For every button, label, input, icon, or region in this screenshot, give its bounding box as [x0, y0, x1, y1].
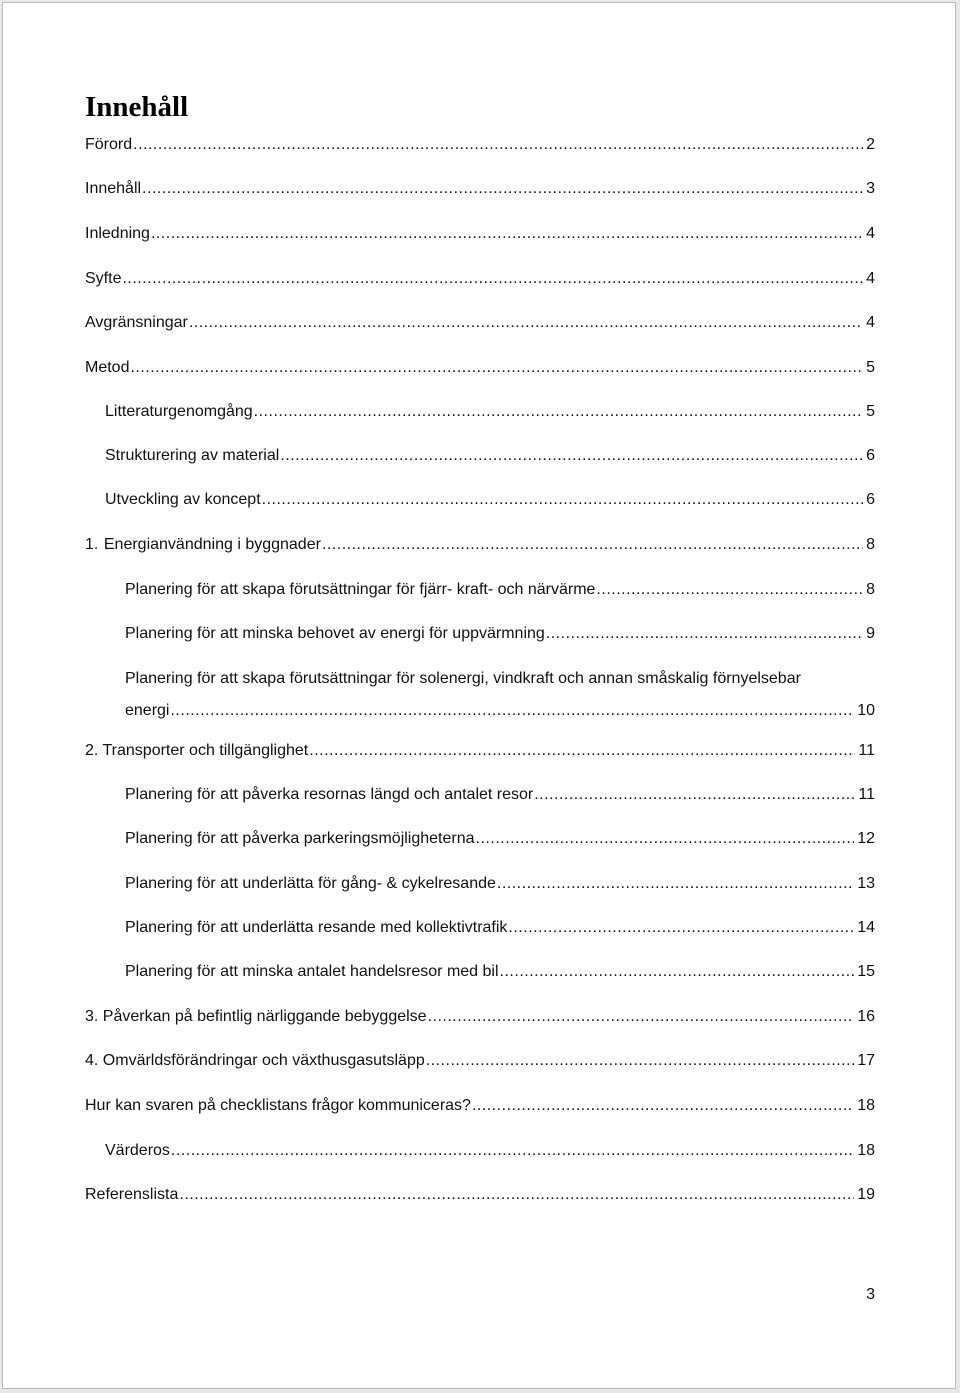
dot-leader: [189, 312, 863, 334]
dot-leader: [280, 445, 863, 467]
toc-entry-strukturering[interactable]: [105, 445, 875, 467]
toc-entry-label: Metod: [85, 359, 130, 376]
dot-leader: [133, 134, 863, 156]
dot-leader: [426, 1050, 854, 1072]
page-number: 3: [866, 1286, 875, 1303]
toc-entry-page: 9: [866, 625, 875, 642]
toc-entry-resornas-langd[interactable]: [125, 784, 875, 806]
toc-entry-page: 10: [857, 702, 875, 719]
dot-leader: [472, 1095, 854, 1117]
dot-leader: [142, 178, 863, 200]
toc-entry-page: 19: [857, 1186, 875, 1203]
dot-leader: [262, 489, 863, 511]
toc-entry-gang-cykel[interactable]: [125, 873, 875, 895]
toc-title: Innehåll: [85, 91, 189, 123]
toc-entry-forord[interactable]: [85, 134, 875, 156]
toc-entry-page: 17: [857, 1052, 875, 1069]
toc-entry-page: 18: [857, 1097, 875, 1114]
toc-entry-label: Avgränsningar: [85, 314, 188, 331]
toc-entry-label: 2. Transporter och tillgänglighet: [85, 742, 309, 759]
dot-leader: [534, 784, 855, 806]
toc-entry-litteraturgenomgang[interactable]: [105, 401, 875, 423]
toc-entry-page: 6: [866, 491, 875, 508]
dot-leader: [130, 357, 863, 379]
toc-entry-label: Planering för att underlätta för gång- & cykelresande: [125, 875, 496, 892]
toc-entry-page: 16: [857, 1008, 875, 1025]
toc-entry-label: Planering för att påverka parkeringsmöjligheterna: [125, 830, 475, 847]
toc-entry-label: Energianvändning i byggnader: [103, 536, 321, 553]
toc-entry-page: 8: [866, 536, 875, 553]
toc-entry-label: Litteraturgenomgång: [105, 403, 253, 420]
dot-leader: [254, 401, 863, 423]
toc-entry-label: 4. Omvärldsförändringar och växthusgasutsläpp: [85, 1052, 425, 1069]
toc-entry-referenslista[interactable]: [85, 1184, 875, 1206]
dot-leader: [309, 740, 855, 762]
toc-entry-label: Hur kan svaren på checklistans frågor kommuniceras?: [85, 1097, 471, 1114]
toc-entry-label: Värderos: [105, 1142, 170, 1159]
dot-leader: [322, 534, 863, 556]
toc-entry-label: 3. Påverkan på befintlig närliggande bebyggelse: [85, 1008, 427, 1025]
dot-leader: [151, 223, 863, 245]
toc-entry-transporter[interactable]: [85, 740, 875, 762]
toc-entry-label: Planering för att minska antalet handelsresor med bil: [125, 963, 499, 980]
toc-entry-kollektivtrafik[interactable]: [125, 917, 875, 939]
dot-leader: [428, 1006, 855, 1028]
dot-leader: [497, 873, 854, 895]
toc-entry-label: Planering för att skapa förutsättningar för solenergi, vindkraft och annan småskalig förnyelsebar: [125, 670, 801, 687]
toc-entry-page: 2: [866, 136, 875, 153]
toc-entry-label: Utveckling av koncept: [105, 491, 261, 508]
toc-entry-page: 11: [858, 742, 875, 759]
dot-leader: [171, 1140, 854, 1162]
toc-entry-page: 15: [857, 963, 875, 980]
toc-entry-page: 5: [866, 403, 875, 420]
dot-leader: [170, 700, 854, 722]
dot-leader: [596, 579, 863, 601]
toc-entry-page: 11: [858, 786, 875, 803]
toc-entry-fjarrvarme[interactable]: [125, 579, 875, 601]
toc-entry-label: Förord: [85, 136, 133, 153]
toc-entry-page: 14: [857, 919, 875, 936]
dot-leader: [122, 268, 863, 290]
toc-entry-page: 5: [866, 359, 875, 376]
toc-entry-label: Innehåll: [85, 180, 142, 197]
toc-entry-handelsresor[interactable]: [125, 961, 875, 983]
dot-leader: [476, 828, 855, 850]
toc-entry-uppvarmning[interactable]: [125, 623, 875, 645]
toc-entry-label: Planering för att minska behovet av energi för uppvärmning: [125, 625, 545, 642]
toc-entry-innehall[interactable]: [85, 178, 875, 200]
toc-entry-solenergi[interactable]: [125, 668, 875, 722]
toc-entry-page: 4: [866, 270, 875, 287]
toc-entry-varderos[interactable]: [105, 1140, 875, 1162]
toc-entry-label: Referenslista: [85, 1186, 179, 1203]
toc-entry-label: Inledning: [85, 225, 150, 242]
toc-entry-label: Strukturering av material: [105, 447, 280, 464]
toc-entry-page: 8: [866, 581, 875, 598]
toc-entry-label: Planering för att skapa förutsättningar för fjärr- kraft- och närvärme: [125, 581, 596, 598]
toc-entry-utveckling[interactable]: [105, 489, 875, 511]
toc-entry-page: 4: [866, 225, 875, 242]
toc-entry-label: Planering för att underlätta resande med kollektivtrafik: [125, 919, 508, 936]
toc-entry-checklista[interactable]: [85, 1095, 875, 1117]
toc-entry-paverkan[interactable]: [85, 1006, 875, 1028]
dot-leader: [546, 623, 863, 645]
toc-entry-avgransningar[interactable]: [85, 312, 875, 334]
dot-leader: [500, 961, 855, 983]
toc-entry-number: 1.: [85, 536, 99, 553]
toc-entry-label: Planering för att påverka resornas längd och antalet resor: [125, 786, 534, 803]
toc-entry-metod[interactable]: [85, 357, 875, 379]
toc-entry-page: 4: [866, 314, 875, 331]
dot-leader: [179, 1184, 854, 1206]
toc-entry-page: 12: [857, 830, 875, 847]
toc-entry-page: 13: [857, 875, 875, 892]
toc-entry-page: 6: [866, 447, 875, 464]
toc-entry-omvarldsforandringar[interactable]: [85, 1050, 875, 1072]
dot-leader: [508, 917, 854, 939]
toc-entry-page: 3: [866, 180, 875, 197]
toc-entry-page: 18: [857, 1142, 875, 1159]
toc-entry-parkering[interactable]: [125, 828, 875, 850]
toc-entry-syfte[interactable]: [85, 268, 875, 290]
toc-entry-energianvandning[interactable]: [85, 534, 875, 556]
document-page: [2, 2, 956, 1389]
toc-entry-label: Syfte: [85, 270, 122, 287]
toc-entry-inledning[interactable]: [85, 223, 875, 245]
toc-entry-label-continued: energi: [125, 702, 170, 719]
